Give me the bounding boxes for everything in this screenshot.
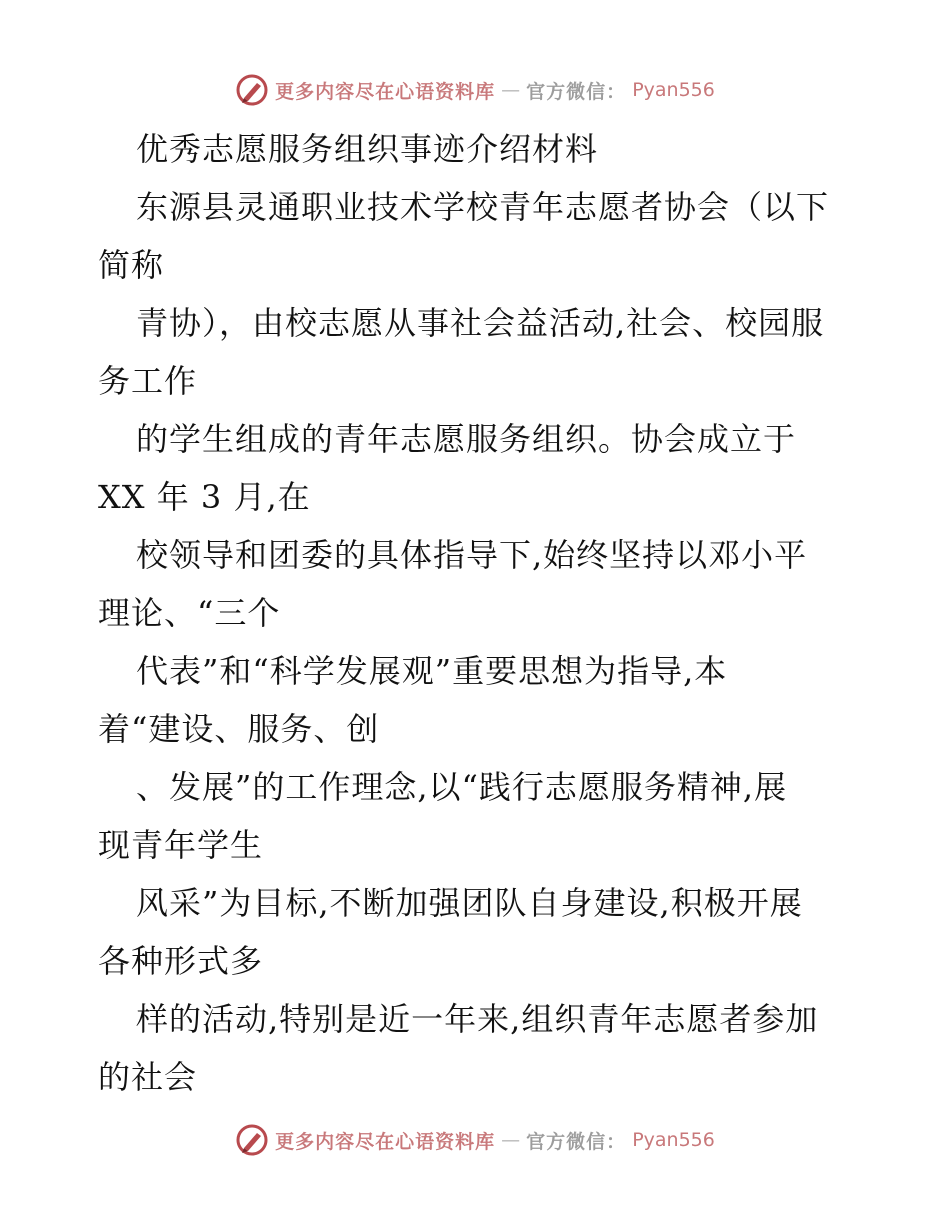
watermark-id: Pyan556 [632, 79, 715, 101]
watermark-separator: — [501, 79, 521, 101]
text-line: 、发展”的工作理念,以“践行志愿服务精神,展 [136, 768, 788, 806]
text-line: 校领导和团委的具体指导下,始终坚持以邓小平 [136, 536, 808, 574]
text-line: 优秀志愿服务组织事迹介绍材料 [136, 130, 599, 168]
text-line: 务工作 [98, 362, 198, 400]
text-line: 东源县灵通职业技术学校青年志愿者协会（以下 [136, 188, 830, 226]
text-line: 简称 [98, 246, 165, 284]
text-line: 着“建设、服务、创 [98, 710, 380, 748]
header-watermark [0, 68, 950, 112]
watermark-official: 官方微信： [526, 1130, 627, 1153]
text-line: 理论、“三个 [98, 594, 281, 632]
text-line: 样的活动,特别是近一年来,组织青年志愿者参加 [136, 1000, 819, 1038]
document-body [98, 120, 858, 1106]
text-line: 青协），由校志愿从事社会益活动,社会、校园服 [136, 304, 825, 342]
watermark-separator: — [501, 1129, 521, 1151]
text-line: XX 年 3 月,在 [98, 478, 311, 516]
text-line: 代表”和“科学发展观”重要思想为指导,本 [136, 652, 728, 690]
text-line: 各种形式多 [98, 942, 264, 980]
watermark-official: 官方微信： [526, 80, 627, 103]
pen-logo-icon [235, 73, 269, 107]
watermark-id: Pyan556 [632, 1129, 715, 1151]
text-line: 的社会 [98, 1058, 198, 1096]
watermark-text: 更多内容尽在心语资料库 [275, 80, 496, 103]
text-line: 风采”为目标,不断加强团队自身建设,积极开展 [136, 884, 803, 922]
watermark-text: 更多内容尽在心语资料库 [275, 1130, 496, 1153]
text-line: 的学生组成的青年志愿服务组织。协会成立于 [136, 420, 797, 458]
footer-watermark [0, 1118, 950, 1162]
pen-logo-icon [235, 1123, 269, 1157]
text-line: 现青年学生 [98, 826, 264, 864]
